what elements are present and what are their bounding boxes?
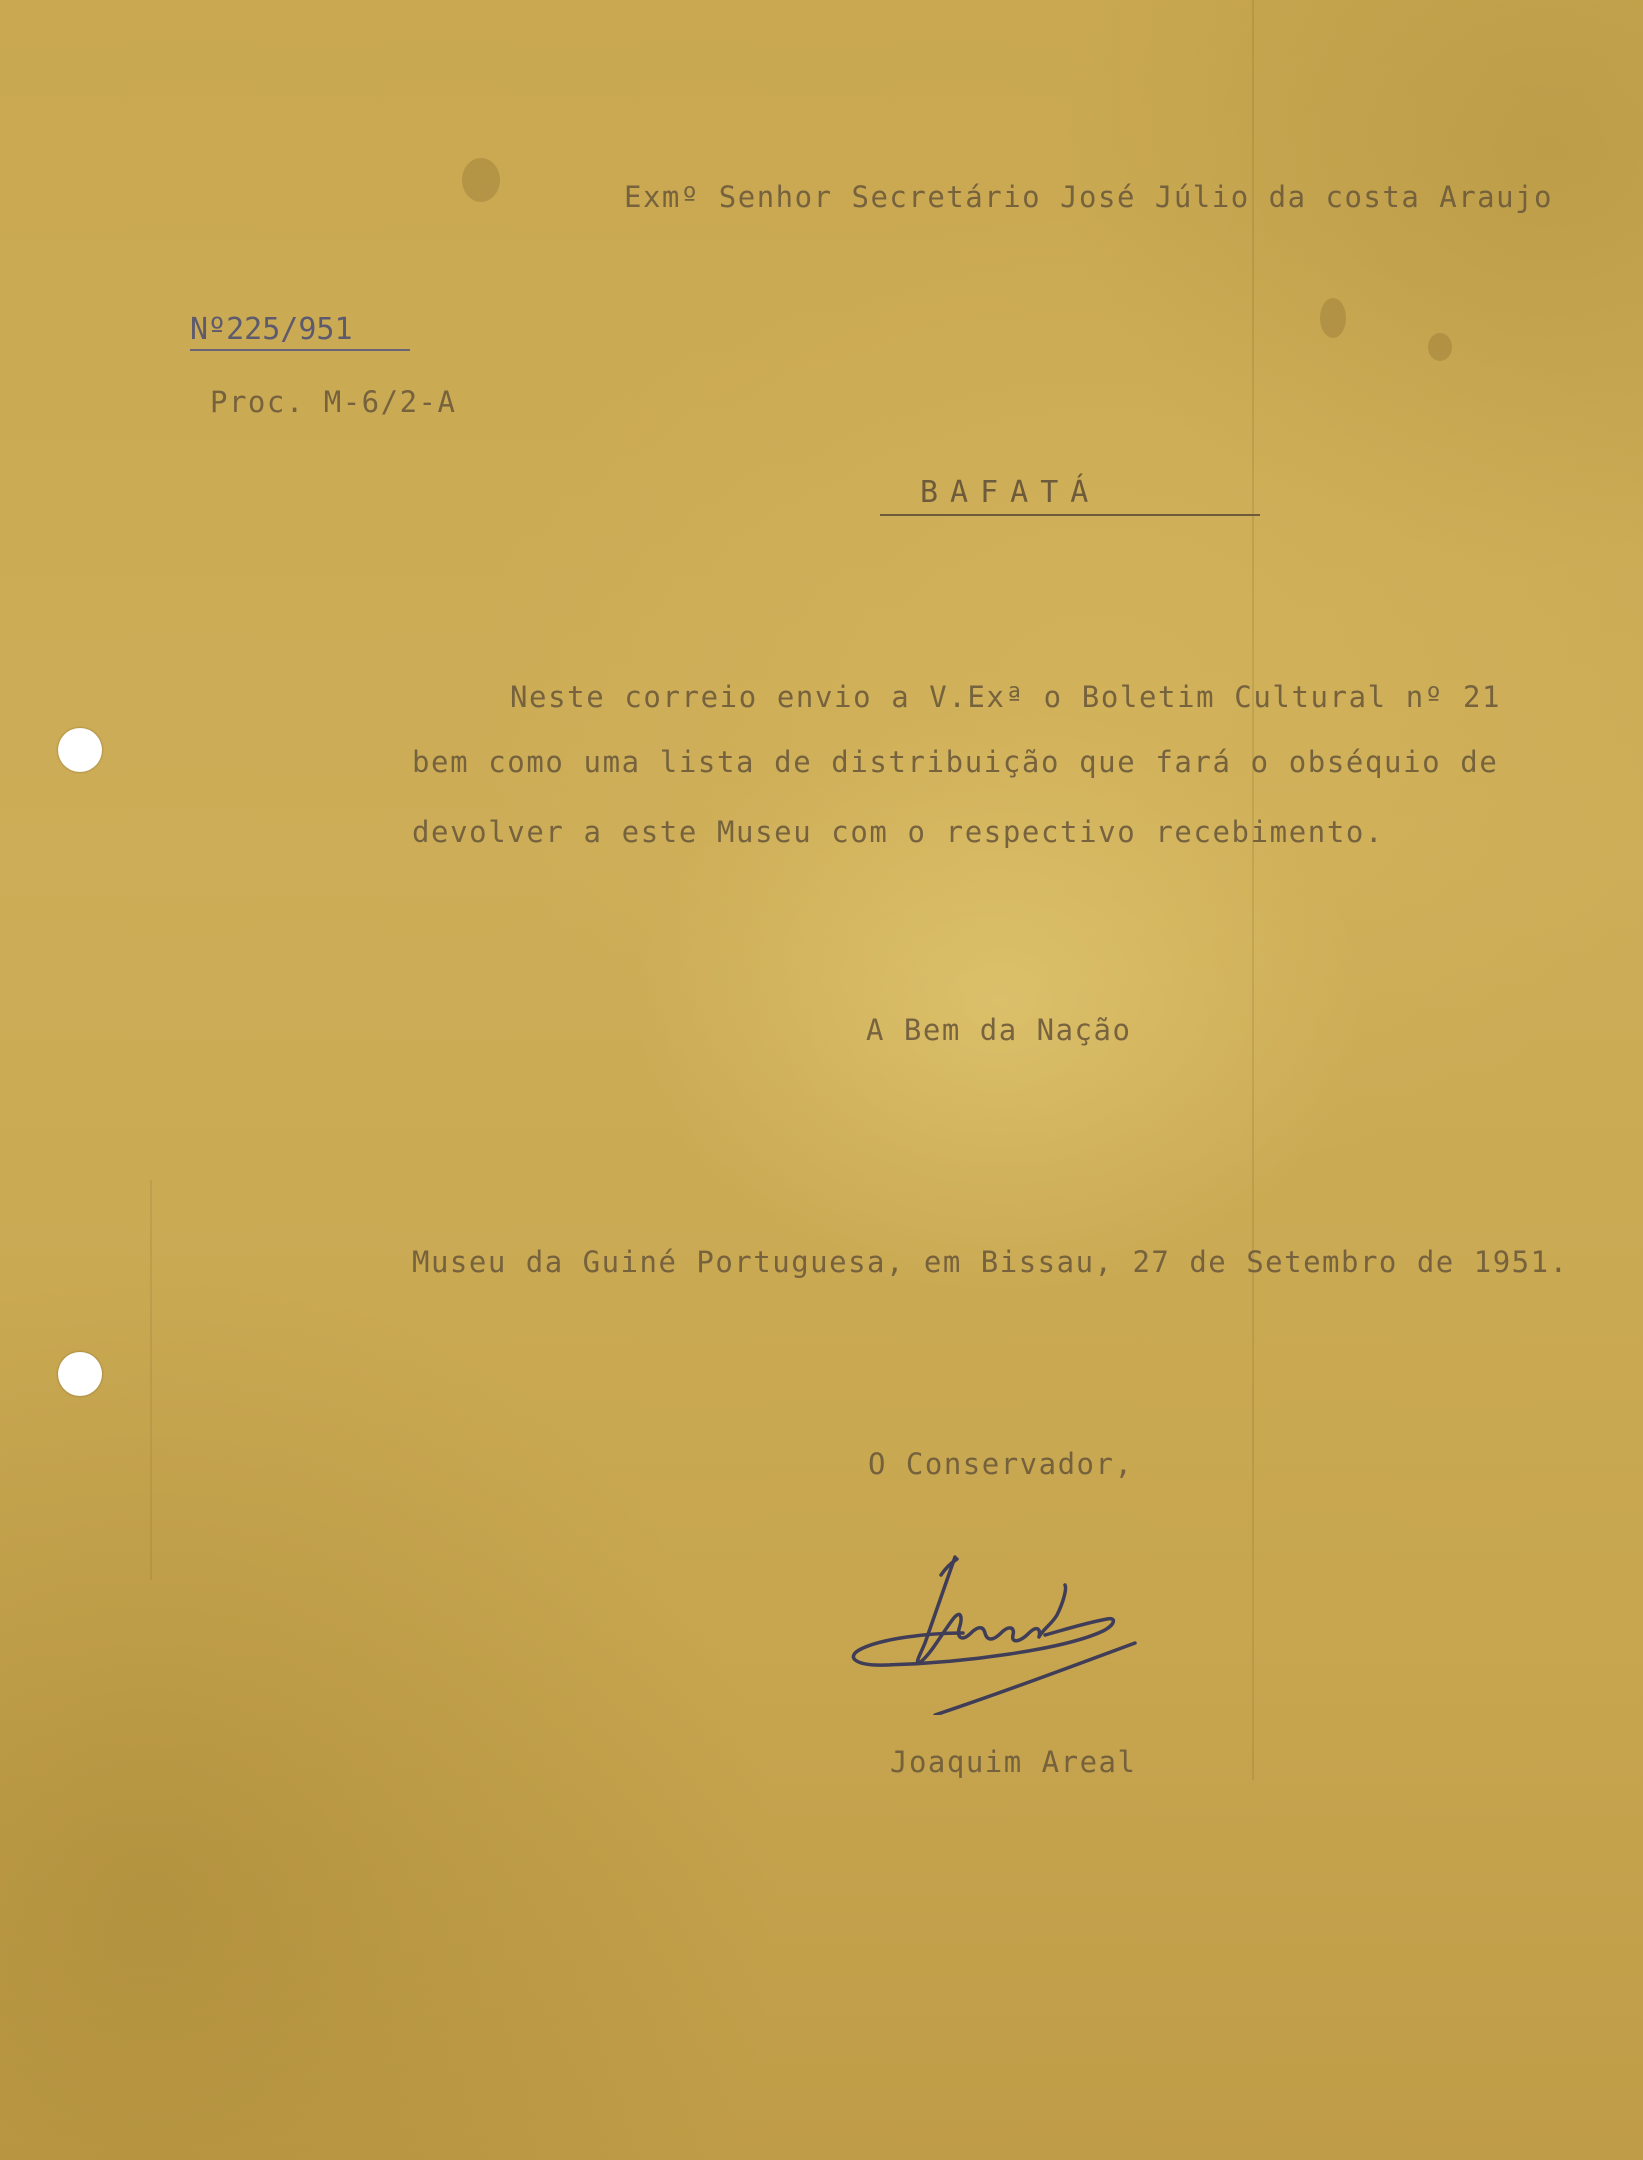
destination-heading: BAFATÁ <box>880 475 1260 516</box>
signer-role: O Conservador, <box>868 1447 1134 1481</box>
place-and-date: Museu da Guiné Portuguesa, em Bissau, 27 de Setembro de 1951. <box>412 1245 1569 1279</box>
addressee-line: Exmº Senhor Secretário José Júlio da costa Araujo <box>624 180 1554 214</box>
punch-hole <box>58 728 102 772</box>
closing-salutation: A Bem da Nação <box>866 1013 1132 1047</box>
paper-crease <box>150 1180 152 1580</box>
body-line-3: devolver a este Museu com o respectivo recebimento. <box>412 815 1385 849</box>
handwritten-signature <box>845 1545 1155 1715</box>
paper-fold-line <box>1252 0 1254 1780</box>
process-number: Proc. M-6/2-A <box>210 385 457 419</box>
reference-number: Nº225/951 <box>190 312 410 351</box>
paper-stain <box>1320 298 1346 338</box>
punch-hole <box>58 1352 102 1396</box>
body-line-2: bem como uma lista de distribuição que fará o obséquio de <box>412 745 1499 779</box>
paper-stain <box>1428 333 1452 361</box>
paper-stain <box>462 158 500 202</box>
signer-name: Joaquim Areal <box>890 1745 1137 1779</box>
body-line-1: Neste correio envio a V.Exª o Boletim Cultural nº 21 <box>510 680 1502 714</box>
